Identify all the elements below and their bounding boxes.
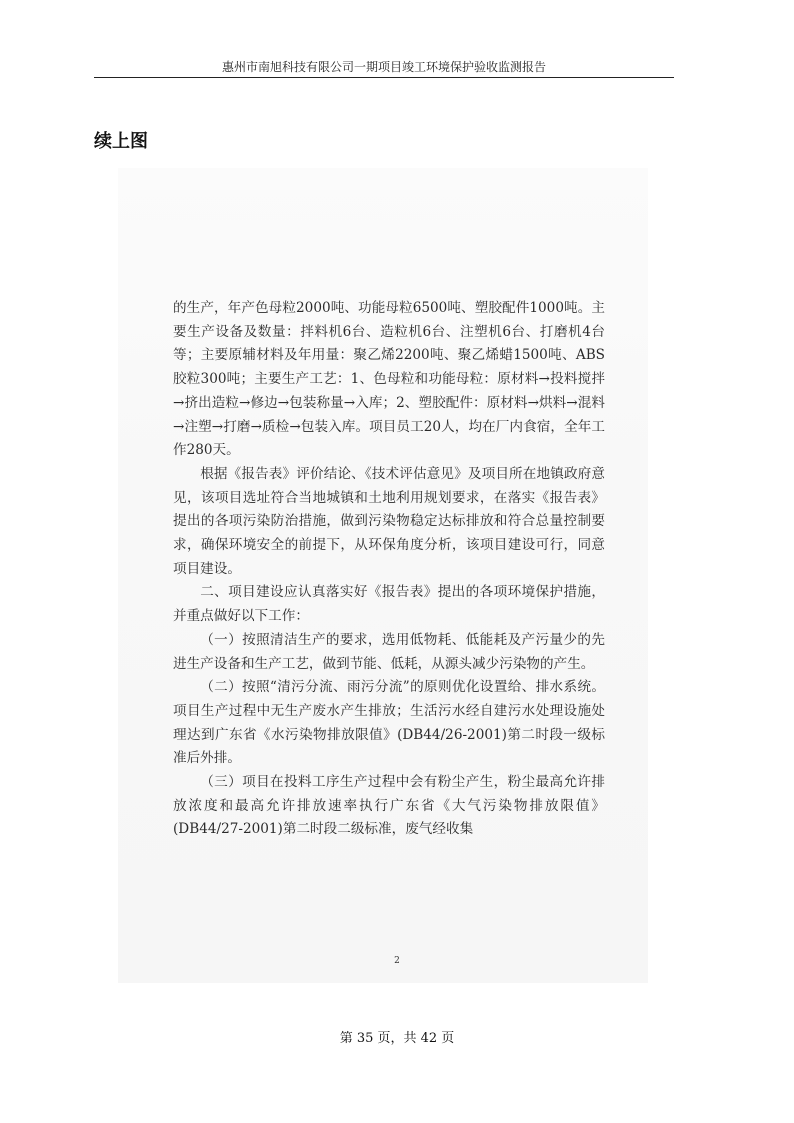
paragraph: 根据《报告表》评价结论、《技术评估意见》及项目所在地镇政府意见，该项目选址符合当地城镇和土地利用规划要求，在落实《报告表》提出的各项污染防治措施，做到污染物稳定达标排放和符合总量控制要求，确保环境安全的前提下，从环保角度分析，该项目建设可行，同意项目建设。	[173, 465, 605, 577]
scanned-document-text	[173, 297, 605, 842]
paragraph: 的生产，年产色母粒2000吨、功能母粒6500吨、塑胶配件1000吨。主要生产设备及数量：拌料机6台、造粒机6台、注塑机6台、打磨机4台等；主要原辅材料及年用量：聚乙烯2200吨、聚乙烯蜡1500吨、ABS胶粒300吨；主要生产工艺：1、色母粒和功能母粒：原材料→投料搅拌→挤出造粒→修边→包装称量→入库；2、塑胶配件：原材料→烘料→混料→注塑→打磨→质检→包装入库。项目员工20人，均在厂内食宿，全年工作280天。	[173, 300, 605, 459]
paragraph: 二、项目建设应认真落实好《报告表》提出的各项环境保护措施，并重点做好以下工作：	[173, 584, 605, 625]
paragraph: （三）项目在投料工序生产过程中会有粉尘产生，粉尘最高允许排放浓度和最高允许排放速率执行广东省《大气污染物排放限值》(DB44/27-2001)第二时段二级标准，废气经收集	[173, 774, 605, 838]
scanned-page-number: 2	[394, 956, 400, 966]
page-header: 惠州市南旭科技有限公司一期项目竣工环境保护验收监测报告	[94, 58, 674, 78]
page-footer: 第 35 页，共 42 页	[339, 1031, 455, 1046]
paragraph: （二）按照“清污分流、雨污分流”的原则优化设置给、排水系统。项目生产过程中无生产废水产生排放；生活污水经自建污水处理设施处理达到广东省《水污染物排放限值》(DB44/26-2001)第二时段一级标准后外排。	[173, 679, 605, 767]
paragraph: （一）按照清洁生产的要求，选用低物耗、低能耗及产污量少的先进生产设备和生产工艺，做到节能、低耗，从源头减少污染物的产生。	[173, 631, 605, 672]
section-title: 续上图	[94, 131, 148, 152]
